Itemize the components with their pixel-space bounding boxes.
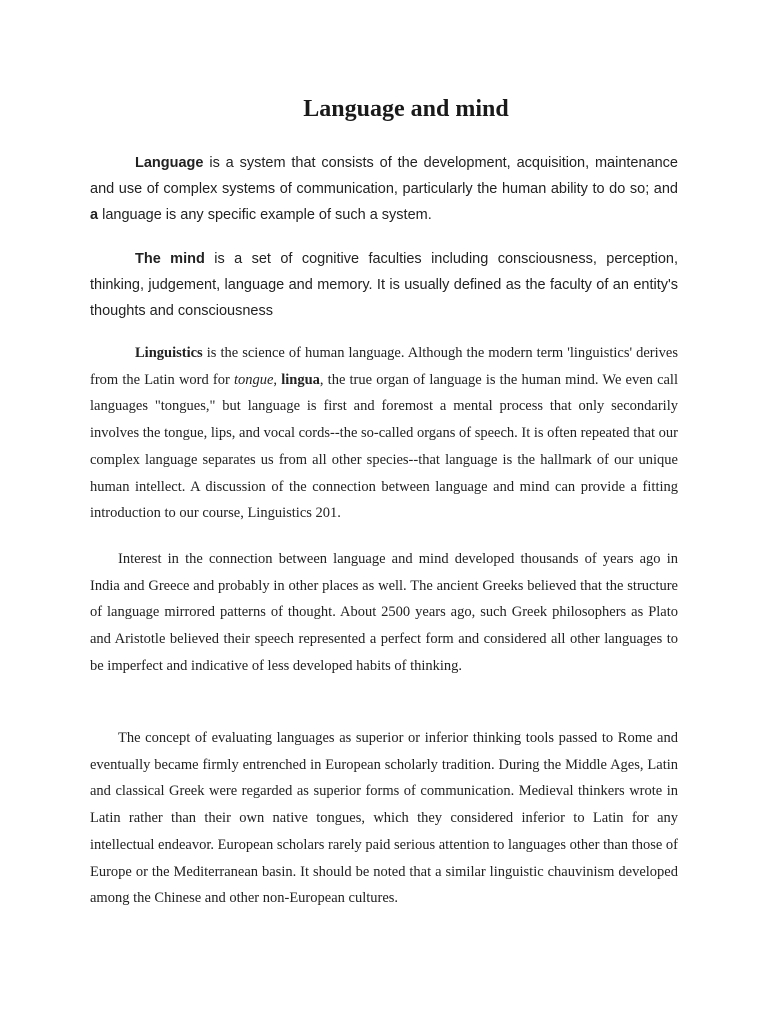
paragraph-text: , particularly the <box>393 181 502 197</box>
paragraph-text: is the science of human language. Although the modern term 'linguistics' derives from the Latin word for <box>90 345 678 388</box>
link-communication: communication <box>296 181 394 197</box>
term-language: Language <box>135 155 204 171</box>
paragraph-text: is a set of cognitive faculties including consciousness, perception, thinking, judgement, language and memory. It is usually defined as the faculty of an entity's thoughts and <box>90 251 678 319</box>
term-a: a <box>90 207 99 223</box>
term-the-mind: The mind <box>135 251 205 267</box>
paragraph-history-rome: The concept of evaluating languages as superior or inferior thinking tools passed to Rome and eventually became firmly entrenched in European scholarly tradition. During the Middle Ages, Latin and classical Greek were regarded as superior forms of communication. Medieval thinkers wrote in Latin rather than their own native tongues, which they considered inferior to Latin for any intellectual endeavor. European scholars rarely paid serious attention to languages other than those of Europe or the Mediterranean basin. It should be noted that a similar linguistic chauvinism developed among the Chinese and other non-European cultures. <box>90 730 678 907</box>
paragraph-text: , the true organ of language is the human mind. We even call languages "tongues," but language is first and foremost a mental process that only secondarily involves the tongue, lips, and vocal cords--the so-called organs of speech. It is often repeated that our complex language separates us from all other species--that language is the hallmark of our unique human intellect. A discussion of the connection between language and mind can provide a fitting introduction to our course, Linguistics 201. <box>90 371 679 522</box>
paragraph-text: language is any specific example of such a system. <box>98 207 432 223</box>
paragraph-mind-definition <box>90 246 678 324</box>
link-human: human <box>501 181 547 197</box>
term-lingua: lingua <box>281 371 320 388</box>
paragraph-language-definition <box>90 150 678 228</box>
page-title: Language and mind <box>303 96 509 122</box>
link-consciousness: consciousness <box>177 303 273 319</box>
paragraph-linguistics <box>90 340 678 527</box>
paragraph-history-greece: Interest in the connection between language and mind developed thousands of years ago in India and Greece and probably in other places as well. The ancient Greeks believed that the structure of language mirrored patterns of thought. About 2500 years ago, such Greek philosophers as Plato and Aristotle believed their speech represented a perfect form and considered all other languages to be imperfect and indicative of less developed habits of thinking. <box>90 551 678 674</box>
term-linguistics: Linguistics <box>135 345 203 361</box>
paragraph-text: ability to do so; and <box>546 181 678 197</box>
paragraph-text: is a system that consists of the development, acquisition, maintenance and use of complex systems of <box>90 155 678 197</box>
word-tongue: tongue <box>233 371 274 388</box>
paragraph-text: , <box>273 371 282 388</box>
